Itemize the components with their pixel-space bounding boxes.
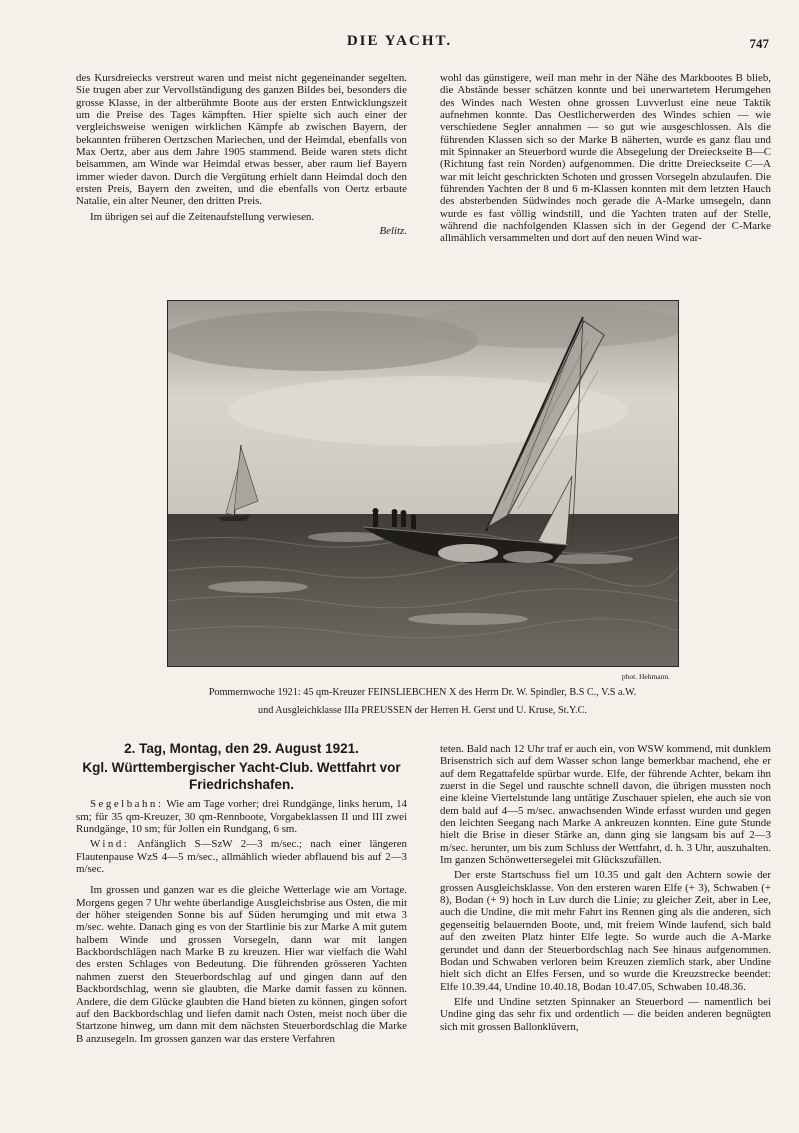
course-text: Wie am Tage vorher; drei Rundgänge, links herum, 14 sm; für 35 qm-Kreuzer, 30 qm-Rennboote, Vorgabeklassen II und III zwei Rundgänge, 10 sm; für Jollen ein Rundgang, 6 sm. <box>76 798 407 836</box>
section-heading-club: Kgl. Württembergischer Yacht-Club. Wettfahrt vor Friedrichshafen. <box>82 760 401 793</box>
bottom-left-column <box>76 743 407 1045</box>
top-right-column <box>440 72 771 245</box>
top-left-column <box>76 72 407 237</box>
paragraph: wohl das günstigere, weil man mehr in der Nähe des Markbootes B blieb, die Abstände besser schätzen konnte und bei unerwartetem Herumgehen des Windes nach Westen ohne grossen Luvverlust eine neue Taktik aufnehmen konnte. Das Oestlicherwerden des Windes schien — wie verschiedene Segler annahmen — so gut wie ausgeschlossen. Als die führenden Klassen sich so der Marke B näherten, wurde es ganz flau und mit Spinnaker an Steuerbord wurde die Absegelung der Dreieckseite B—C (Richtung fast rein Norden) aufgenommen. Die dritte Dreieckseite C—A war mit leicht geschrickten Schoten und grossen Vorsegeln abzulaufen. Die führenden Yachten der 8 und 6 m-Klassen konnten mit dem letzten Hauch des absterbenden Südwindes noch gerade die A-Marke umsegeln, dann wurde es fast völlig windstill, und die Yachten traten auf der Stelle, während die nachfolgenden Klassen sich in der Gegend der C-Marke allmählich versammelten und dort auf den neuen Wind war- <box>440 72 771 245</box>
paragraph: des Kursdreiecks verstreut waren und meist nicht gegeneinander segelten. Sie trugen aber zur Vervollständigung des ganzen Bildes bei, besonders die grosse Klasse, in der altberühmte Boote aus der ersten Entwicklungszeit um die Preise des Tages kämpften. Hier spielte sich auch einer der vergleichsweise wenigen wirklichen Kämpfe ab zwischen Bayern, der bekannten früheren Oertzschen Mariechen, und der Heimdal, ebenfalls von Max Oertz, aber aus dem Jahre 1905 stammend. Beide waren stets dicht beisammen, am Winde war Heimdal etwas besser, aber raum lief Bayern immer wieder davon. Durch die Vergütung erhielt dann Heimdal doch den ersten Preis, Bayern den zweiten, und die ebenfalls von Oertz erbaute Natalie, ein alter Neuner, den dritten Preis. <box>76 72 407 208</box>
wind-paragraph <box>76 838 407 875</box>
yacht-photograph-illustration <box>168 301 678 666</box>
paragraph: teten. Bald nach 12 Uhr traf er auch ein, von WSW kommend, mit dunklem Brisenstrich sich auf dem Wasser schon lange bemerkbar machend, ehe er auf dem Regattafelde spürbar wurde. Elfe, der führende Achter, bekam ihn zuerst in die Segel und rauschte schnell davon, die übrigen mussten noch eine kleine Viertelstunde lang untätige Zuschauer spielen, ehe auch sie von dem bald auf 4—5 m/sec. anwachsenden Winde erfasst wurden und gegen den leichten Seegang nach Marke A ankreuzen konnten. Eine gute Stunde hielt die Brise in dieser Stärke an, dann ging sie langsam bis auf 2—3 m/sec. herunter, um bis zum Schluss der Wettfahrt, d. h. 3 Uhr, auszuhalten. Im ganzen Schönwettersegelei mit Glückszufällen. <box>440 743 771 867</box>
course-paragraph <box>76 798 407 835</box>
journal-title: DIE YACHT. <box>346 33 453 49</box>
caption-line-2: und Ausgleichklasse IIIa PREUSSEN der Herren H. Gerst und U. Kruse, St.Y.C. <box>258 704 587 716</box>
course-label: Segelbahn: <box>90 798 164 811</box>
caption-line-1: Pommernwoche 1921: 45 qm-Kreuzer FEINSLIEBCHEN X des Herrn Dr. W. Spindler, B.S C., V.S a.W. <box>208 687 637 698</box>
author-signature: Belitz. <box>379 225 407 238</box>
wind-label: Wind: <box>90 838 130 851</box>
paragraph: Der erste Startschuss fiel um 10.35 und galt den Achtern sowie der grossen Ausgleichsklasse. Von den ersteren waren Elfe (+ 3), Schwaben (+ 8), Bodan (+ 9) hoch in Luv durch die Linie; zu gleicher Zeit, aber in Lee, auch die Undine, die mit mehr Fahrt ins Rennen ging als die anderen, sich gegenseitig belauernden Boote, und, mit freiem Winde laufend, sich bald auf den zweiten Platz hinter Elfe legte. So wurde auch die A-Marke gerundet und dann der Steuerbordschlag nach See hinaus aufgenommen. Bodan und Schwaben verloren beim Kreuzen ziemlich stark, aber Undine hielt sich dicht an Elfes Fersen, und so wurde die Kreuzstrecke beendet: Elfe 10.39.44, Undine 10.40.18, Bodan 10.47.05, Schwaben 10.48.36. <box>440 869 771 993</box>
paragraph: Elfe und Undine setzten Spinnaker an Steuerbord — namentlich bei Undine ging das sehr fix und ordentlich — die beiden anderen begnügten sich mit grossen Ballonklüvern, <box>440 995 771 1033</box>
sailing-photo <box>167 300 679 667</box>
page-number: 747 <box>749 36 769 51</box>
paragraph: Im übrigen sei auf die Zeitenaufstellung verwiesen. <box>90 210 315 223</box>
bottom-right-column <box>440 743 771 1033</box>
wind-text: Anfänglich S—SzW 2—3 m/sec.; nach einer längeren Flautenpause WzS 4—5 m/sec., allmählich wieder abflauend bis auf 2—3 m/sec. <box>76 838 407 876</box>
paragraph: Im grossen und ganzen war es die gleiche Wetterlage wie am Vortage. Morgens gegen 7 Uhr wehte überlandige Ausgleichsbrise aus Osten, die mit der höher steigenden Sonne bis auf Süden herumging und mit etwa 3 m/sec. wehte. Danach ging es von der Startlinie bis zur Marke A mit gutem halbem Winde und grossen Vorsegeln, dann war mit langen Backbordschlägen nach Marke B zu kreuzen. Hier war vielfach die Wahl des ersten Schlages von Bedeutung. Die führenden grösseren Yachten nahmen zuerst den Steuerbordschlag auf und gingen dann auf den Backbordschlag, wenn sie glaubten, die Marke damit fassen zu können. Andere, die dem Glücke glaubten die Hand bieten zu können, gingen sofort auf den Backbordschlag und liefen damit nach Osten, meist noch über die Startzone hinweg, um dann mit dem nächsten Steuerbordschlag die Marke B anzusegeln. Im grossen ganzen war das erstere Verfahren <box>76 884 407 1045</box>
section-heading-day: 2. Tag, Montag, den 29. August 1921. <box>124 741 359 756</box>
photo-credit: phot. Hehmann. <box>621 672 670 681</box>
figure-caption <box>150 684 695 719</box>
